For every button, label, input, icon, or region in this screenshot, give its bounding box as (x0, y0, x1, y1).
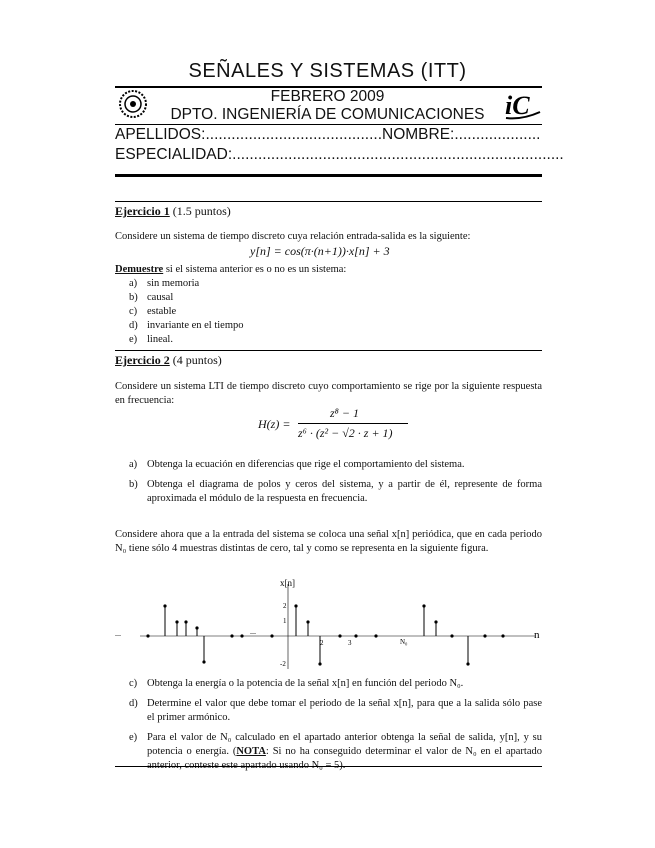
y-axis-label: x[n] (280, 578, 295, 588)
signal-sample (483, 634, 486, 637)
signal-sample (318, 662, 321, 665)
list-item: d) Determine el valor que debe tomar el periodo de la señal x[n], para que a la salida sólo pase el primer armónico. (129, 698, 542, 723)
label-b: 3 (348, 639, 352, 647)
signal-sample (450, 634, 453, 637)
list-item: d) invariante en el tiempo (129, 320, 244, 331)
signal-sample (163, 604, 166, 607)
signal-sample (501, 634, 504, 637)
ex2-formula-den: z⁶ · (z² − √2 · z + 1) (298, 426, 393, 440)
surname-name-field[interactable]: APELLIDOS:.........................................NOMBRE:.................... (115, 126, 541, 143)
list-item: c) Obtenga la energía o la potencia de la señal x[n] en función del periodo N₀. (129, 678, 464, 689)
fraction-bar (298, 423, 408, 424)
ex2-points: (4 puntos) (169, 353, 222, 367)
signal-sample (354, 634, 357, 637)
tick-label-neg2: -2 (280, 660, 286, 668)
tick-label-2: 2 (283, 602, 287, 610)
list-item: b) causal (129, 292, 174, 303)
tick-label-1: 1 (283, 617, 287, 625)
ex1-heading (115, 204, 231, 219)
ex1-divider (115, 201, 542, 202)
header-divider-bottom (115, 174, 542, 177)
ex1-prompt-text: si el sistema anterior es o no es un sistema: (163, 264, 347, 275)
page-title: SEÑALES Y SISTEMAS (ITT) (188, 60, 467, 82)
signal-sample (270, 634, 273, 637)
signal-sample (146, 634, 149, 637)
signal-sample (175, 620, 178, 623)
exam-date: FEBRERO 2009 (270, 88, 385, 105)
list-item: b) Obtenga el diagrama de polos y ceros del sistema, y a partir de él, represente de forma aproximada el módulo de la respuesta en frecuencia. (129, 479, 542, 504)
signal-sample (195, 626, 198, 629)
signal-sample (202, 660, 205, 663)
ex2-heading (115, 353, 222, 368)
signal-sample (466, 662, 469, 665)
ex1-formula: y[n] = cos(π·(n+1))·x[n] + 3 (250, 244, 390, 258)
ex1-intro: Considere un sistema de tiempo discreto cuya relación entrada-salida es la siguiente: (115, 231, 471, 242)
ic-logo-icon (502, 92, 542, 120)
ex2-list-cde (115, 677, 542, 773)
ex2-intro: Considere un sistema LTI de tiempo discreto cuyo comportamiento se rige por la siguiente respuesta en frecuencia: (115, 381, 542, 406)
signal-sample (294, 604, 297, 607)
list-item: e) lineal. (129, 334, 173, 345)
dots-left: ... (115, 629, 121, 638)
x-axis-label: n (534, 629, 540, 641)
dots-mid: ... (250, 627, 256, 636)
signal-sample (374, 634, 377, 637)
ex2-formula-lhs: H(z) = (258, 417, 291, 431)
signal-sample (422, 604, 425, 607)
ex2-formula (258, 406, 408, 446)
label-a: 2 (320, 639, 324, 647)
signal-sample (306, 620, 309, 623)
ex1-points: (1.5 puntos) (169, 204, 231, 218)
header-divider-mid (115, 124, 542, 125)
ex2-list-ab (115, 458, 542, 506)
signal-sample (240, 634, 243, 637)
ex1-prompt-bold: Demuestre (115, 264, 164, 275)
list-item: c) estable (129, 306, 177, 317)
signal-sample (338, 634, 341, 637)
ex2-title: Ejercicio 2 (115, 353, 170, 367)
department-name: DPTO. INGENIERÍA DE COMUNICACIONES (170, 106, 485, 123)
ex2-divider (115, 350, 542, 351)
svg-text:iC: iC (505, 92, 530, 120)
ex2-para2: Considere ahora que a la entrada del sistema se coloca una señal x[n] periódica, que en cada periodo N₀ tiene sólo 4 muestras distintas de cero, tal y como se representa en la siguiente figura. (115, 529, 542, 554)
signal-sample (434, 620, 437, 623)
signal-sample (184, 620, 187, 623)
page-end-divider (115, 766, 542, 767)
signal-sample (230, 634, 233, 637)
ex1-prompt (115, 263, 346, 277)
signal-figure (110, 574, 550, 670)
label-c: N₀ (400, 638, 408, 646)
list-item: a) sin memoria (129, 278, 200, 289)
specialty-field[interactable]: ESPECIALIDAD:............................................................................. (115, 146, 564, 163)
ex2-formula-num: z⁸ − 1 (330, 406, 359, 420)
ex1-list (115, 277, 535, 347)
list-item: a) Obtenga la ecuación en diferencias que rige el comportamiento del sistema. (129, 459, 465, 470)
list-item: e) Para el valor de N₀ calculado en el apartado anterior obtenga la señal de salida, y[n], y su potencia o energía. (NOTA: Si no ha conseguido determinar el valor de N₀ en el apartado (129, 732, 542, 757)
ex1-title: Ejercicio 1 (115, 204, 170, 218)
